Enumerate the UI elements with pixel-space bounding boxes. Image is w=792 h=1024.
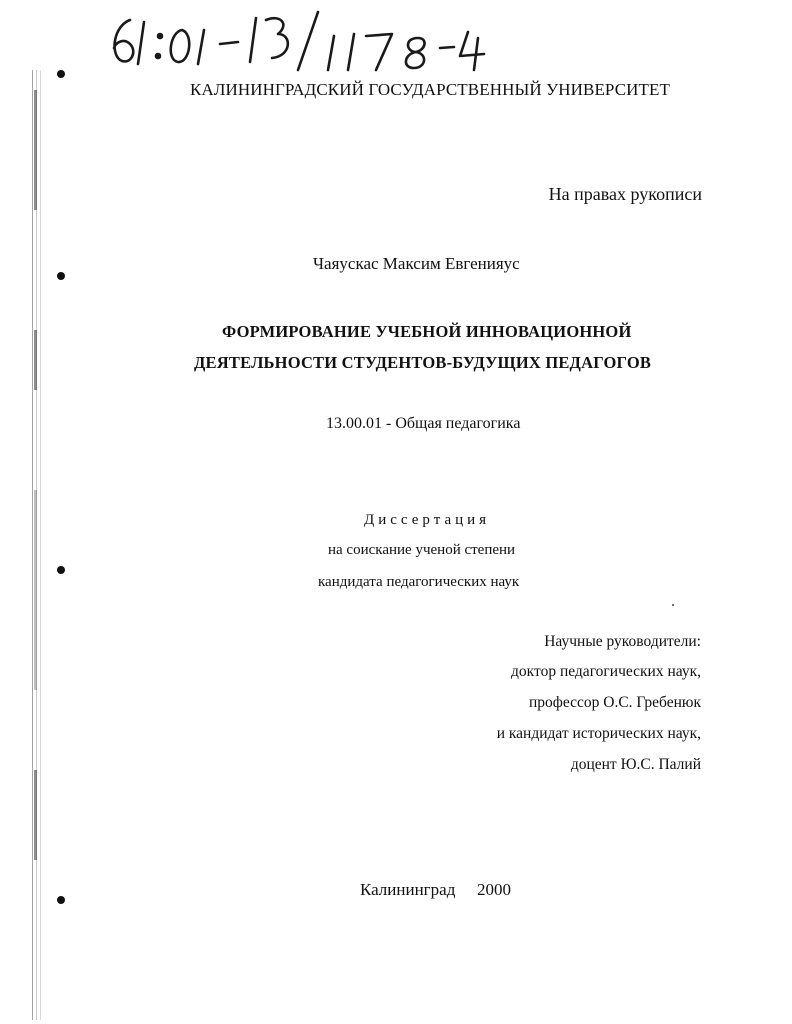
- specialty-code: 13.00.01 - Общая педагогика: [326, 415, 521, 432]
- place-of-publication: Калининград: [360, 880, 456, 899]
- supervisor-line: доцент Ю.С. Палий: [570, 756, 701, 773]
- supervisor-line: доктор педагогических наук,: [511, 663, 701, 680]
- binding-edge: [30, 70, 44, 1020]
- punch-hole-mark: [57, 896, 65, 904]
- supervisors-heading: Научные руководители:: [544, 633, 701, 650]
- author-name: Чаяускас Максим Евгенияус: [313, 254, 520, 273]
- punch-hole-mark: [57, 70, 65, 78]
- punch-hole-mark: [57, 566, 65, 574]
- manuscript-rights-note: На правах рукописи: [548, 184, 702, 204]
- supervisor-line: и кандидат исторических наук,: [496, 725, 701, 742]
- thesis-title-line-1: ФОРМИРОВАНИЕ УЧЕБНОЙ ИННОВАЦИОННОЙ: [222, 322, 632, 341]
- degree-line-1: на соискание ученой степени: [328, 542, 516, 558]
- publication-year: 2000: [477, 880, 511, 899]
- university-name: КАЛИНИНГРАДСКИЙ ГОСУДАРСТВЕННЫЙ УНИВЕРСИТЕТ: [190, 80, 670, 99]
- thesis-title-line-2: ДЕЯТЕЛЬНОСТИ СТУДЕНТОВ-БУДУЩИХ ПЕДАГОГОВ: [194, 353, 652, 372]
- dissertation-label: Диссертация: [364, 512, 491, 528]
- degree-line-2: кандидата педагогических наук: [318, 574, 520, 590]
- supervisor-line: профессор О.С. Гребенюк: [529, 694, 701, 711]
- handwritten-archive-code: [100, 8, 480, 72]
- scan-speck: [672, 604, 674, 606]
- punch-hole-mark: [57, 272, 65, 280]
